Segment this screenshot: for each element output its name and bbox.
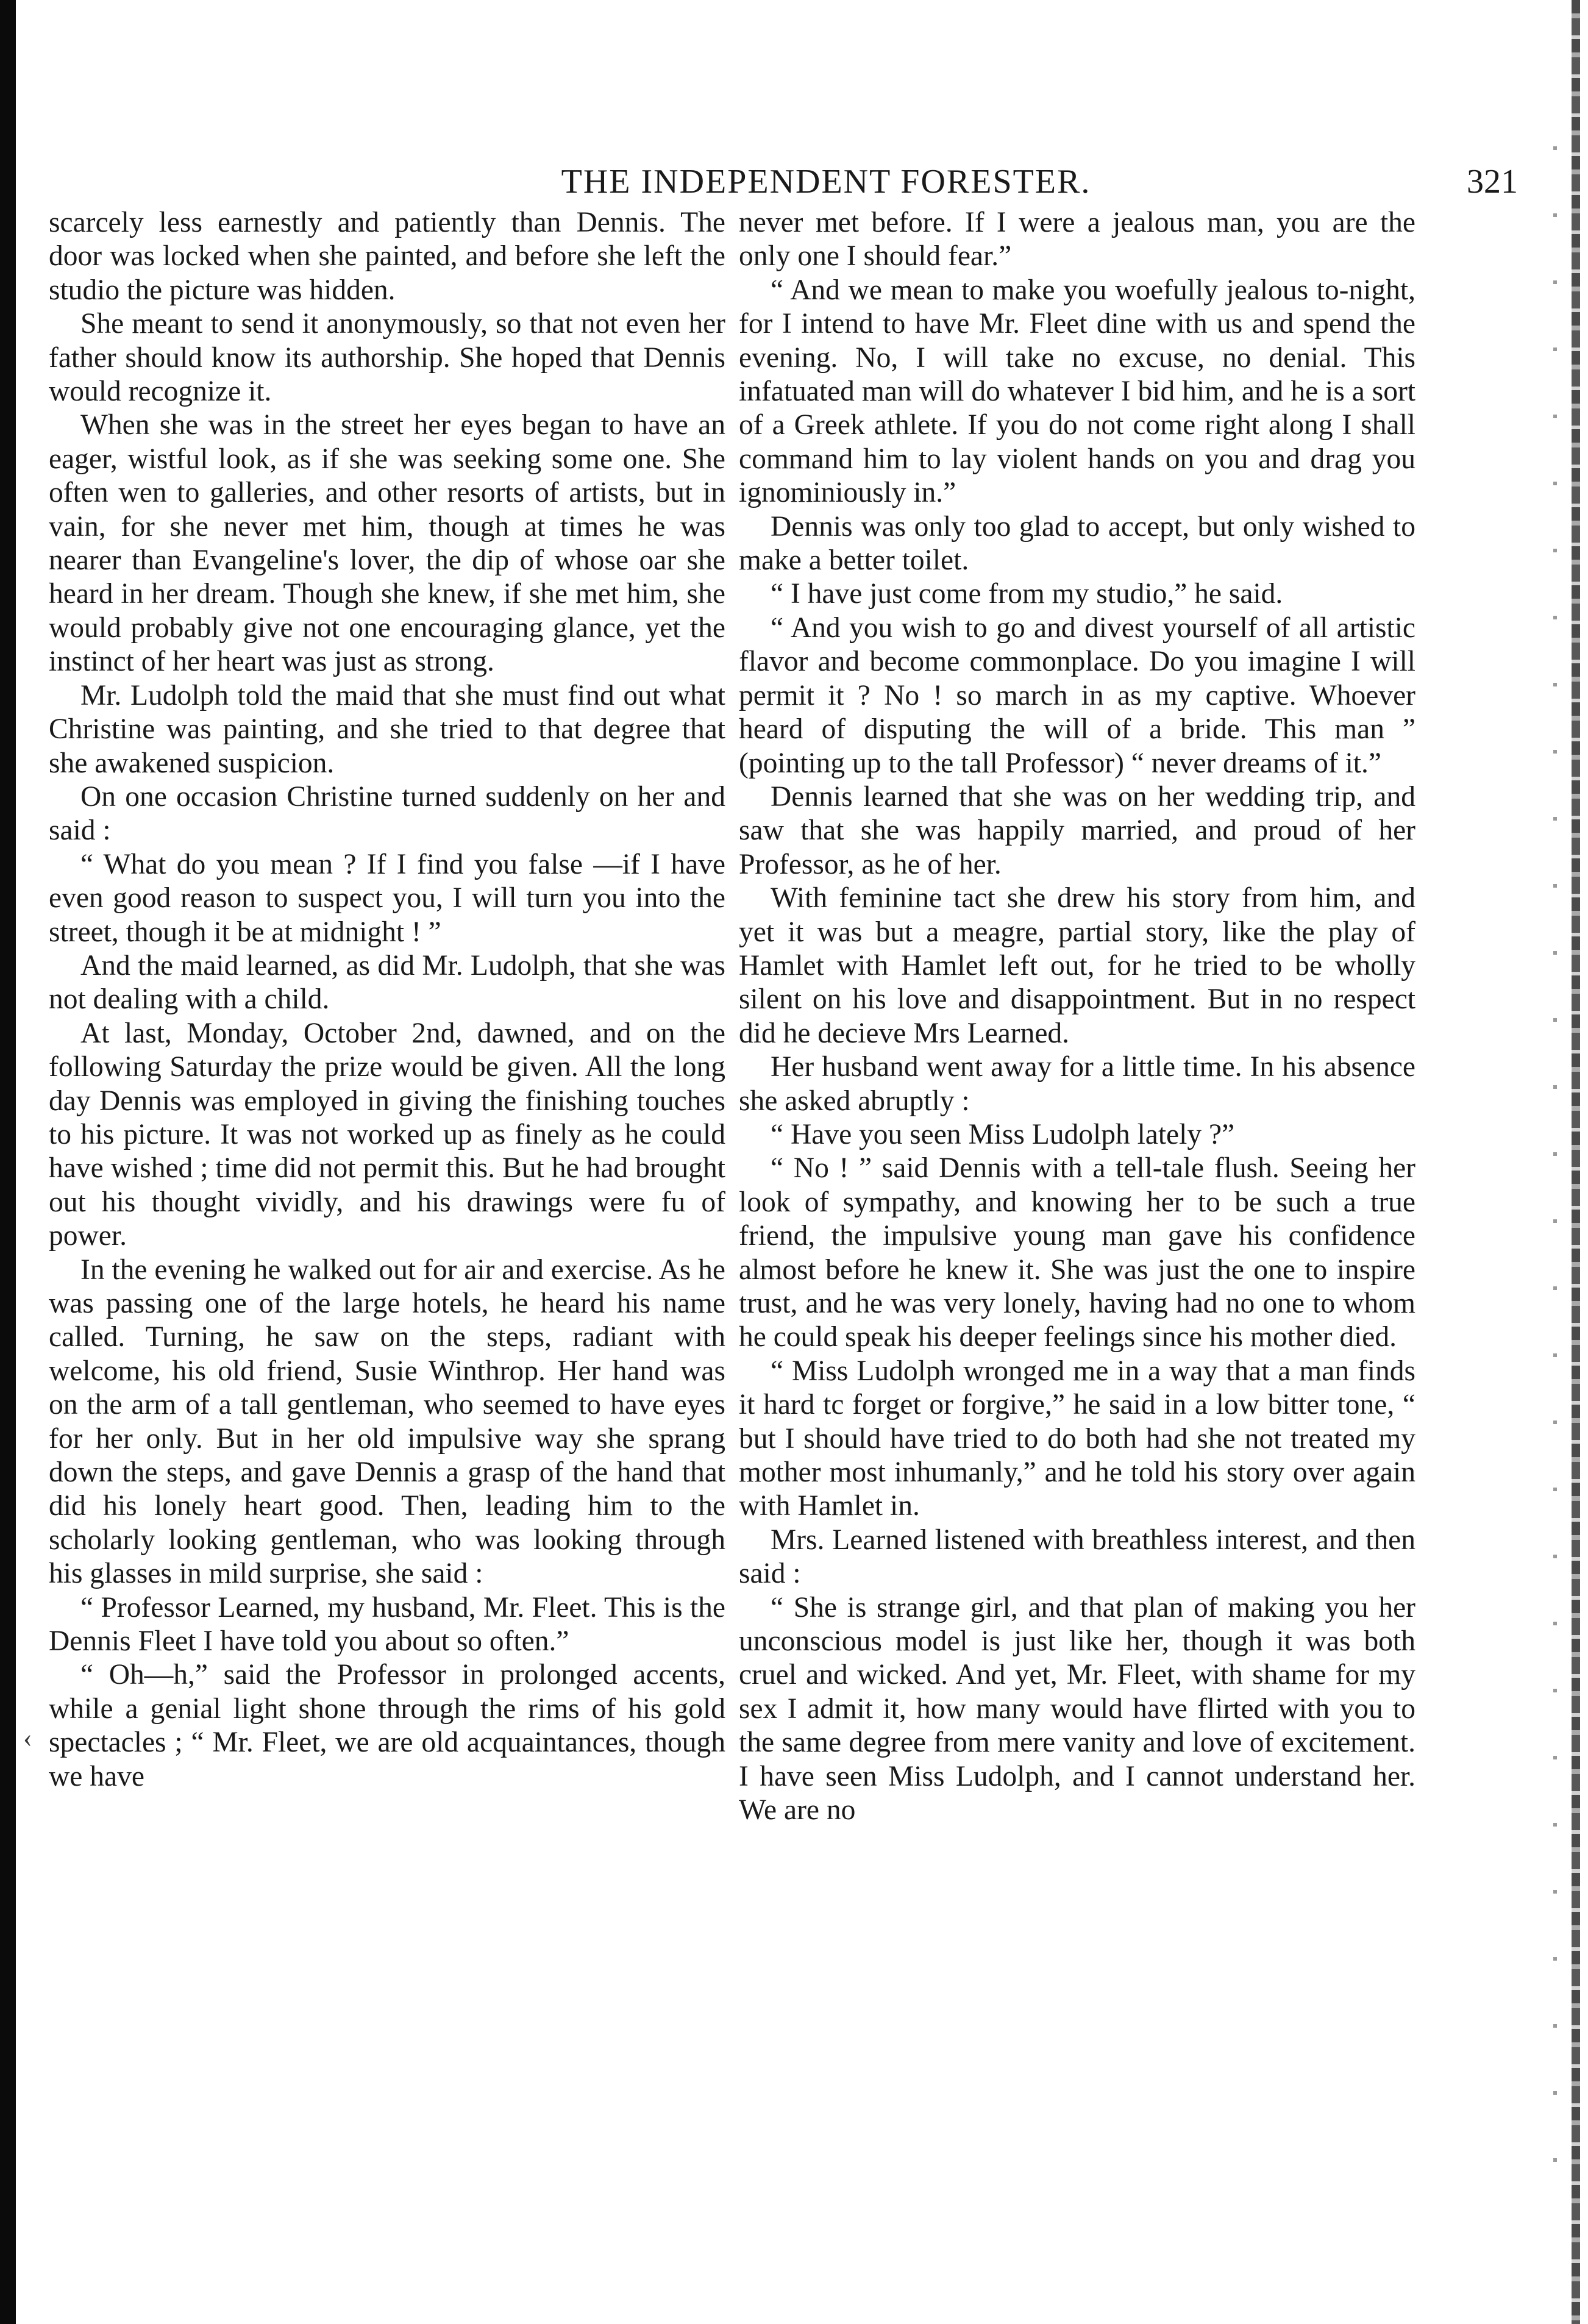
paragraph: “ What do you mean ? If I find you false —if I have even good reason to suspect you, I will turn you into the street, though it be at midnight ! ”: [49, 848, 725, 948]
running-head: [140, 157, 1518, 206]
paragraph: “ Miss Ludolph wronged me in a way that a man finds it hard tc forget or forgive,” he said in a low bitter tone, “ but I should have tried to do both had she not treated my mother most inhumanly,” and he told his story over again with Hamlet in.: [739, 1355, 1415, 1522]
paragraph: Dennis learned that she was on her wedding trip, and saw that she was happily married, and proud of her Professor, as he of her.: [739, 780, 1415, 880]
paragraph: “ Professor Learned, my husband, Mr. Fleet. This is the Dennis Fleet I have told you about so often.”: [49, 1591, 725, 1658]
paragraph: Mr. Ludolph told the maid that she must find out what Christine was painting, and she tried to that degree that she awakened suspicion.: [49, 679, 725, 779]
paragraph: At last, Monday, October 2nd, dawned, and on the following Saturday the prize would be given. All the long day Dennis was employed in giving the finishing touches to his picture. It was not worked up as finely as he could have wished ; time did not permit this. But he had brought out his thought vividly, and his drawings were fu of power.: [49, 1017, 725, 1252]
paragraph: On one occasion Christine turned suddenly on her and said :: [49, 780, 725, 847]
paragraph: “ And we mean to make you woefully jealous to-night, for I intend to have Mr. Fleet dine with us and spend the evening. No, I will take no excuse, no denial. This infatuated man will do whatever I bid him, and he is a sort of a Greek athlete. If you do not come right along I shall command him to lay violent hands on you and drag you ignominiously in.”: [739, 274, 1415, 509]
paragraph: Mrs. Learned listened with breathless interest, and then said :: [739, 1524, 1415, 1590]
running-title: THE INDEPENDENT FORESTER.: [561, 163, 1091, 201]
left-column: [49, 206, 725, 1794]
paragraph: She meant to send it anonymously, so that not even her father should know its authorship. She hoped that Dennis would recognize it.: [49, 308, 725, 408]
paragraph: And the maid learned, as did Mr. Ludolph, that she was not dealing with a child.: [49, 949, 725, 1016]
paragraph: In the evening he walked out for air and exercise. As he was passing one of the large hotels, he heard his name called. Turning, he saw on the steps, radiant with welcome, his old friend, Susie Winthrop. Her hand was on the arm of a tall gentleman, who seemed to have eyes for her only. But in her old impulsive way she sprang down the steps, and gave Dennis a grasp of the hand that did his lonely heart good. Then, leading him to the scholarly looking gentleman, who was looking through his glasses in mild surprise, she said :: [49, 1253, 725, 1590]
page-binding-edge: [0, 0, 16, 2324]
paragraph: “ And you wish to go and divest yourself of all artistic flavor and become commonplace. Do you imagine I will permit it ? No ! so march in as my captive. Whoever heard of disputing the will of a bride. This man ” (pointing up to the tall Professor) “ never dreams of it.”: [739, 611, 1415, 779]
paragraph: “ No ! ” said Dennis with a tell-tale flush. Seeing her look of sympathy, and knowing her to be such a true friend, the impulsive young man gave his confidence almost before he knew it. She was just the one to inspire trust, and he was very lonely, having had no one to whom he could speak his deeper feelings since his mother died.: [739, 1152, 1415, 1353]
paragraph: Dennis was only too glad to accept, but only wished to make a better toilet.: [739, 510, 1415, 577]
paragraph: “ She is strange girl, and that plan of making you her unconscious model is just like her, though it was both cruel and wicked. And yet, Mr. Fleet, with shame for my sex I admit it, how many would have flirted with you to the same degree from mere vanity and love of excitement. I have seen Miss Ludolph, and I cannot understand her. We are no: [739, 1591, 1415, 1827]
paragraph: “ Have you seen Miss Ludolph lately ?”: [771, 1118, 1235, 1150]
right-column: [739, 206, 1415, 1828]
paragraph: When she was in the street her eyes began to have an eager, wistful look, as if she was seeking some one. She often wen to galleries, and other resorts of artists, but in vain, for she never met him, though at times he was nearer than Evangeline's lover, the dip of whose oar she heard in her dream. Though she knew, if she met him, she would probably give not one encouraging glance, yet the instinct of her heart was just as strong.: [49, 409, 725, 678]
paragraph: With feminine tact she drew his story from him, and yet it was but a meagre, partial story, like the play of Hamlet with Hamlet left out, for he tried to be wholly silent on his love and disappointment. But in no respect did he decieve Mrs Learned.: [739, 882, 1415, 1049]
margin-mark: ‹: [23, 1723, 32, 1753]
paragraph: scarcely less earnestly and patiently than Dennis. The door was locked when she painted, and before she left the studio the picture was hidden.: [49, 207, 725, 306]
page-right-speckle: [1553, 122, 1557, 2225]
page-number: 321: [1467, 163, 1518, 201]
page-right-edge: [1572, 0, 1580, 2324]
paragraph: “ I have just come from my studio,” he said.: [771, 578, 1283, 610]
paragraph: “ Oh—h,” said the Professor in prolonged accents, while a genial light shone through the rims of his gold spectacles ; “ Mr. Fleet, we are old acquaintances, though we have: [49, 1659, 725, 1792]
paragraph: Her husband went away for a little time. In his absence she asked abruptly :: [739, 1051, 1415, 1117]
paragraph: never met before. If I were a jealous man, you are the only one I should fear.”: [739, 207, 1415, 273]
